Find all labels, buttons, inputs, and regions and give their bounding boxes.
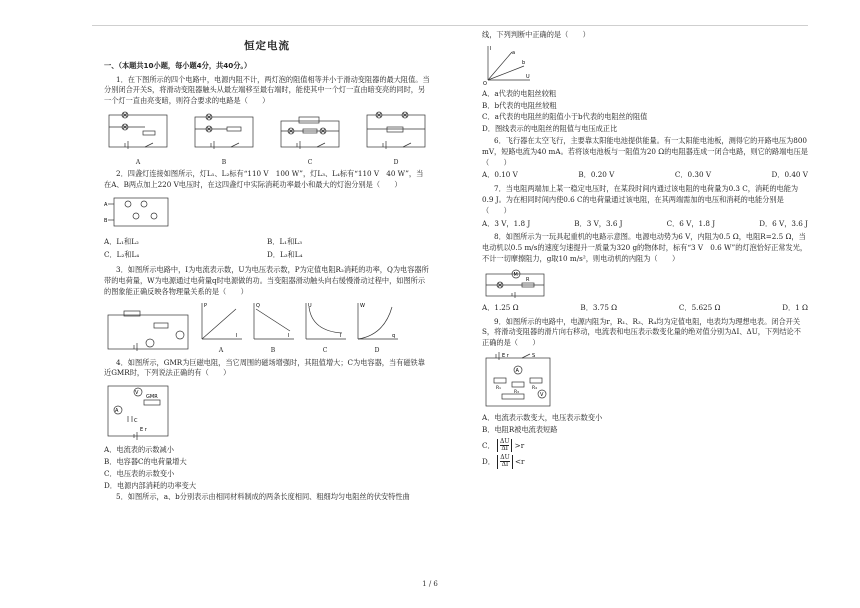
- q3-a-yaxis: P: [204, 302, 208, 309]
- q9-option-c-prefix: C．: [482, 440, 495, 450]
- q7-option-c[interactable]: C．6 V，1.8 J: [666, 218, 716, 228]
- q2-option-b[interactable]: B．L₁和L₃: [267, 236, 302, 246]
- q8-option-a[interactable]: A．1.25 Ω: [482, 302, 519, 312]
- q3-graph-b-plot: [250, 301, 296, 343]
- q9-d-numerator: ΔU: [500, 454, 510, 462]
- page-title: 恒定电流: [244, 40, 290, 52]
- q3-a-xaxis: I: [236, 332, 238, 339]
- q3-label-a: A: [218, 346, 224, 354]
- q6-option-c[interactable]: C．0.30 V: [674, 170, 712, 180]
- q3-graph-a-plot: [198, 301, 244, 343]
- q9-c-numerator: ΔU: [499, 437, 510, 445]
- q9-r1-label: R₁: [496, 385, 501, 391]
- q9-r3-label: R₃: [514, 389, 519, 395]
- q8-options: [482, 303, 808, 314]
- q3-label-c: C: [322, 346, 328, 354]
- q6-stem: 6．飞行器在太空飞行，主要靠太阳能电池提供能量。有一太阳能电池板，测得它的开路电压为800 mV，短路电流为40 mA。若将该电池板与一阻值为20 Ω的电阻器连成一闭合电路，则它的路端电压是（ ）: [482, 135, 808, 167]
- q2-lamp-figure: [104, 194, 174, 234]
- q2-terminal-a: A: [104, 201, 108, 208]
- q4-stem: 4．如图所示，GMR为巨磁电阻，当它周围的磁场增强时，其阻值增大；C为电容器，当有磁铁靠近GMR时，下列说法正确的有（ ）: [104, 357, 425, 378]
- q9-option-c-fraction: [497, 439, 512, 453]
- q9-option-d-prefix: D．: [482, 456, 495, 466]
- q3-c-xaxis: I: [340, 332, 342, 339]
- q8-option-b[interactable]: B．3.75 Ω: [580, 302, 618, 312]
- q3-d-yaxis: W: [360, 302, 365, 309]
- q3-graph-d-plot: [354, 301, 400, 343]
- q9-option-c-suffix: >r: [514, 440, 525, 450]
- q2-terminal-b: B: [104, 217, 108, 224]
- q9-ammeter-label: A: [515, 367, 519, 374]
- q4-voltmeter-label: V: [135, 390, 139, 397]
- q9-option-d-suffix: <r: [514, 456, 525, 466]
- q7-option-a[interactable]: A．3 V，1.8 J: [482, 218, 531, 228]
- q3-d-xaxis: q: [392, 332, 396, 339]
- q4-gmr-label: GMR: [146, 394, 158, 401]
- q5-line-b: b: [522, 59, 526, 66]
- q9-option-d[interactable]: [482, 455, 808, 469]
- q9-switch-label: S: [532, 352, 536, 359]
- q3-circuit-diagram: [104, 309, 194, 355]
- circuit-b-diagram: [191, 111, 257, 155]
- q1-circuit-d: [362, 111, 430, 167]
- q7-options: [482, 219, 808, 230]
- q6-option-b[interactable]: B．0.20 V: [578, 170, 615, 180]
- q4-option-b[interactable]: B．电容器C的电荷量增大: [104, 456, 187, 466]
- circuit-d-diagram: [363, 111, 429, 155]
- q1-label-d: D: [393, 158, 399, 166]
- q8-option-c[interactable]: C．5.625 Ω: [678, 302, 721, 312]
- q3-graph-a: [198, 301, 244, 355]
- section-heading: 一、（本题共10小题，每小题4分，共40分。）: [104, 60, 252, 70]
- q3-graphs: [198, 301, 400, 355]
- q5-line-a: a: [512, 49, 516, 56]
- q3-graph-b: [250, 301, 296, 355]
- q5-option-d[interactable]: D．图线表示的电阻丝的阻值与电压成正比: [482, 124, 618, 134]
- q5-option-b[interactable]: B．b代表的电阻丝较粗: [482, 100, 557, 110]
- q4-option-c[interactable]: C．电压表的示数变小: [104, 468, 175, 478]
- page-number: 1 / 6: [422, 580, 438, 588]
- q9-source-label: E r: [502, 352, 509, 359]
- circuit-a-diagram: [105, 111, 171, 155]
- q5-stem-continued: 线，下列判断中正确的是（ ）: [482, 30, 590, 39]
- header-rule: [92, 25, 808, 26]
- q9-option-d-fraction: [497, 455, 512, 469]
- q5-origin: O: [483, 80, 487, 86]
- q7-option-b[interactable]: B．3 V，3.6 J: [574, 218, 623, 228]
- q1-label-c: C: [307, 158, 313, 166]
- q8-motor-label: M: [513, 271, 518, 278]
- q4-source-label: E r: [140, 427, 147, 434]
- q1-circuit-b: [190, 111, 258, 167]
- q9-options: [482, 413, 808, 469]
- q8-option-d[interactable]: D．1 Ω: [782, 302, 808, 312]
- q3-b-xaxis: I: [288, 332, 290, 339]
- q5-iv-graph: [482, 44, 532, 86]
- q9-c-denominator: ΔI: [501, 444, 509, 452]
- q3-graph-d: [354, 301, 400, 355]
- right-column: [482, 30, 808, 472]
- q9-option-b[interactable]: B．电阻R被电流表短路: [482, 424, 558, 434]
- q3-stem: 3．如图所示电路中，I为电流表示数，U为电压表示数，P为定值电阻R₂消耗的功率，Q为电容器所带的电荷量，W为电源通过电荷量q时电源做的功。当变阻器滑动触头向右缓慢滑动过程中，如图所示的图象能正确反映各物理量关系的是（ ）: [104, 265, 429, 296]
- q4-capacitor-label: C: [134, 418, 138, 425]
- q3-label-b: B: [270, 346, 276, 354]
- q4-option-d[interactable]: D．电源内部消耗的功率变大: [104, 480, 197, 490]
- q7-stem: 7．当电阻两端加上某一稳定电压时，在某段时间内通过该电阻的电荷量为0.3 C，消耗的电能为0.9 J。为在相同时间内使0.6 C的电荷量通过该电阻，在其两端需加的电压和消耗的电能分别是（ ）: [482, 184, 799, 215]
- q2-option-c[interactable]: C．L₂和L₄: [104, 250, 140, 260]
- q8-stem: 8．如图所示为一玩具起重机的电路示意图。电源电动势为6 V，内阻为0.5 Ω，电阻R=2.5 Ω，当电动机以0.5 m/s的速度匀速提升一质量为320 g的物体时，标有“3 V 0.6 W”的灯泡恰好正常发光，不计一切摩擦阻力，g取10 m/s²，则电动机的内阻为（ ）: [482, 232, 808, 263]
- left-column: [104, 30, 430, 505]
- q1-circuit-c: [276, 111, 344, 167]
- q1-stem: 1．在下图所示的四个电路中，电源内阻不计，两灯泡的阻值相等并小于滑动变阻器的最大阻值。当分别闭合开关S，将滑动变阻器触头从最左端移至最右端时，能使其中一个灯一直由暗变亮的同时，另一个灯一直由亮变暗，则符合要求的电路是（ ）: [104, 74, 430, 106]
- q4-ammeter-label: A: [115, 408, 119, 415]
- circuit-c-diagram: [277, 111, 343, 155]
- q1-circuit-a: [104, 111, 172, 167]
- q6-options: [482, 170, 808, 181]
- q4-option-a[interactable]: A．电流表的示数减小: [104, 445, 174, 455]
- q3-c-yaxis: U: [308, 302, 312, 309]
- q4-gmr-circuit: [104, 382, 174, 442]
- q2-option-a[interactable]: A．L₁和L₂: [104, 236, 139, 246]
- q9-circuit: [482, 352, 554, 410]
- q2-stem: 2．四盏灯连接如图所示，灯L₁、L₂标有“110 V 100 W”，灯L₃、L₄标有“110 V 40 W”，当在A、B两点加上220 V电压时，在这四盏灯中实际消耗功率最小和最大的灯泡分别是（ ）: [104, 168, 424, 189]
- q4-options: [104, 445, 430, 491]
- q5-options: [482, 89, 808, 135]
- q9-stem: 9．如图所示的电路中，电源内阻为r，R₁、R₃、R₄均为定值电阻，电表均为理想电表。闭合开关S，将滑动变阻器的滑片向右移动，电流表和电压表示数变化量的绝对值分别为ΔI、ΔU，下列结论不正确的是（ ）: [482, 316, 801, 348]
- q9-r4-label: R₄: [532, 385, 537, 391]
- q3-graph-c-plot: [302, 301, 348, 343]
- q1-circuit-figures: [104, 111, 430, 167]
- q2-options: [104, 237, 430, 263]
- q3-figures: [104, 301, 430, 355]
- q1-label-a: A: [135, 158, 141, 166]
- q9-option-c[interactable]: [482, 439, 808, 453]
- q5-i-axis: I: [490, 45, 492, 52]
- q1-label-b: B: [221, 158, 227, 166]
- q6-option-a[interactable]: A．0.10 V: [482, 170, 518, 180]
- q8-crane-circuit: [482, 268, 548, 300]
- q9-d-denominator: ΔI: [501, 461, 509, 469]
- q6-option-d[interactable]: D．0.40 V: [771, 170, 808, 180]
- q3-label-d: D: [374, 346, 380, 354]
- q9-voltmeter-label: V: [540, 391, 544, 398]
- q5-option-a[interactable]: A．a代表的电阻丝较粗: [482, 88, 557, 98]
- q5-stem: 5．如图所示，a、b分别表示由相同材料制成的两条长度相同、粗细均匀电阻丝的伏安特性曲: [116, 492, 410, 502]
- q3-graph-c: [302, 301, 348, 355]
- q5-u-axis: U: [526, 73, 530, 80]
- q5-option-c[interactable]: C．a代表的电阻丝的阻值小于b代表的电阻丝的阻值: [482, 112, 648, 122]
- q7-option-d[interactable]: D．6 V，3.6 J: [759, 218, 808, 228]
- q3-b-yaxis: Q: [256, 302, 260, 309]
- q9-option-a[interactable]: A．电流表示数变大，电压表示数变小: [482, 412, 603, 422]
- q8-resistor-label: R: [526, 276, 530, 283]
- q2-option-d[interactable]: D．L₃和L₄: [267, 250, 303, 260]
